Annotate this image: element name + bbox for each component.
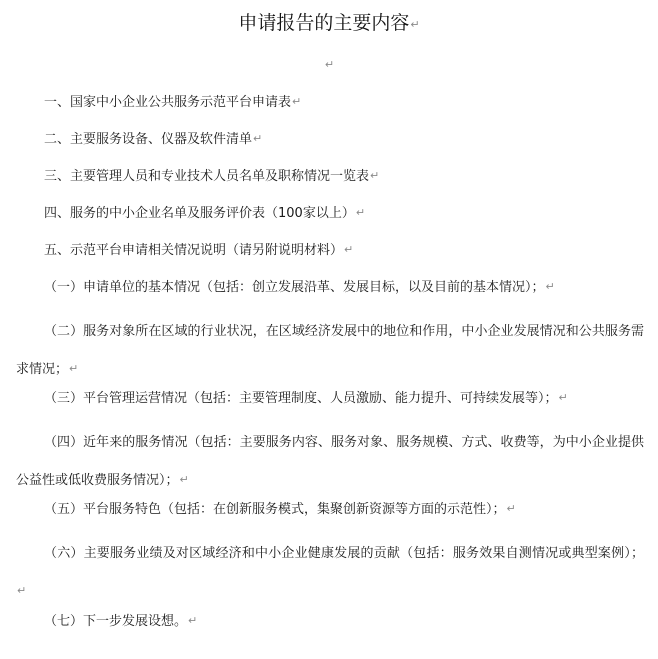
item-5 [44,239,353,262]
item-4 [44,202,365,225]
sub-item-7 [44,610,197,633]
item-3 [44,165,379,188]
item-1 [44,91,301,114]
sub-item-1 [44,276,555,299]
paragraph-mark-icon: ↵ [179,473,189,486]
sub-item-3-text: （三）平台管理运营情况（包括：主要管理制度、人员激励、能力提升、可持续发展等）； [44,391,558,406]
paragraph-mark-icon: ↵ [410,18,420,31]
paragraph-mark-icon: ↵ [69,362,79,375]
sub-item-6-text: （六）主要服务业绩及对区域经济和中小企业健康发展的贡献（包括：服务效果自测情况或典型案例）； [44,546,644,561]
sub-item-3 [44,387,568,410]
sub-item-6 [16,535,644,610]
document-title [0,8,658,40]
paragraph-mark-icon: ↵ [344,243,354,256]
paragraph-mark-icon: ↵ [292,95,302,108]
paragraph-mark-icon: ↵ [355,206,366,219]
paragraph-mark-icon: ↵ [558,391,568,404]
sub-item-5 [44,498,516,521]
item-1-text: 一、国家中小企业公共服务示范平台申请表 [44,95,292,110]
paragraph-mark-icon: ↵ [506,502,516,515]
paragraph-mark-icon: ↵ [188,614,198,627]
sub-item-2 [16,313,644,388]
sub-item-7-text: （七）下一步发展设想。 [44,614,188,629]
paragraph-mark-icon: ↵ [324,58,335,71]
paragraph-mark-icon: ↵ [545,280,555,293]
paragraph-mark-icon: ↵ [253,132,263,145]
paragraph-mark-icon: ↵ [370,169,380,182]
sub-item-2-text: （二）服务对象所在区域的行业状况，在区域经济发展中的地位和作用，中小企业发展情况和公共服务需求情况； [16,324,644,377]
sub-item-5-text: （五）平台服务特色（包括：在创新服务模式，集聚创新资源等方面的示范性）； [44,502,506,517]
blank-paragraph [0,54,658,75]
sub-item-1-text: （一）申请单位的基本情况（包括：创立发展沿革、发展目标，以及目前的基本情况）； [44,280,545,295]
item-2-text: 二、主要服务设备、仪器及软件清单 [44,132,253,147]
document-title-text: 申请报告的主要内容 [238,12,410,34]
item-4-text: 四、服务的中小企业名单及服务评价表（100家以上） [44,206,355,221]
paragraph-mark-icon: ↵ [17,584,27,597]
item-5-text: 五、示范平台申请相关情况说明（请另附说明材料） [44,243,344,258]
sub-item-4 [16,424,644,499]
item-2 [44,128,262,151]
sub-item-4-text: （四）近年来的服务情况（包括：主要服务内容、服务对象、服务规模、方式、收费等，为中小企业提供公益性或低收费服务情况）； [16,435,644,488]
item-3-text: 三、主要管理人员和专业技术人员名单及职称情况一览表 [44,169,370,184]
